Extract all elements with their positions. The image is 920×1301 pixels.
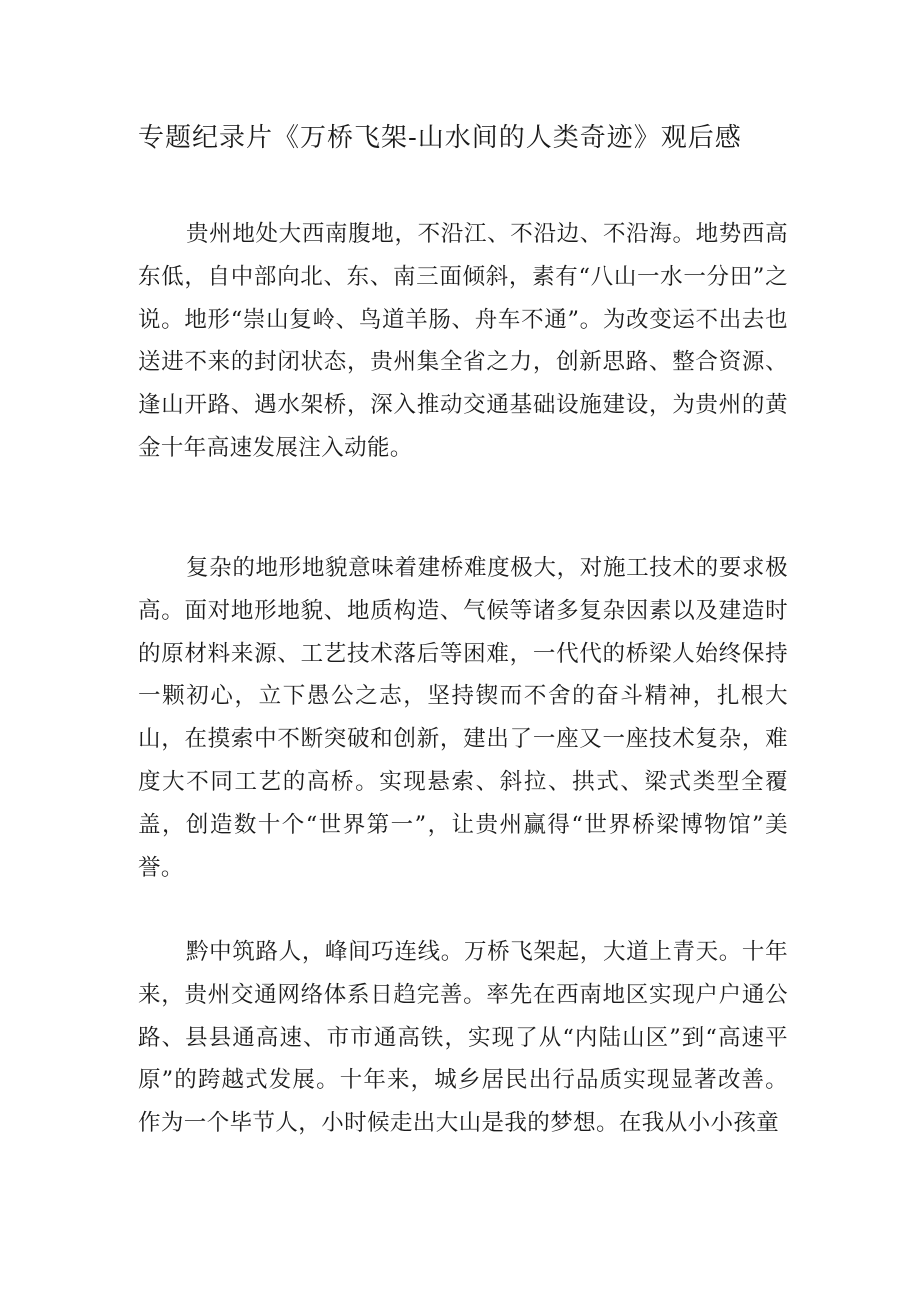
- paragraph-1: 贵州地处大西南腹地，不沿江、不沿边、不沿海。地势西高东低，自中部向北、东、南三面倾斜，素有“八山一水一分田”之说。地形“崇山复岭、鸟道羊肠、舟车不通”。为改变运不出去也送进不来的封闭状态，贵州集全省之力，创新思路、整合资源、逢山开路、遇水架桥，深入推动交通基础设施建设，为贵州的黄金十年高速发展注入动能。: [138, 221, 788, 461]
- paragraph-3: 黔中筑路人，峰间巧连线。万桥飞架起，大道上青天。十年来，贵州交通网络体系日趋完善。率先在西南地区实现户户通公路、县县通高速、市市通高铁，实现了从“内陆山区”到“高速平原”的跨越式发展。十年来，城乡居民出行品质实现显著改善。作为一个毕节人，小时候走出大山是我的梦想。在我从小小孩童: [138, 939, 788, 1137]
- document-title: 专题纪录片《万桥飞架-山水间的人类奇迹》观后感: [138, 123, 742, 153]
- paragraph-2: 复杂的地形地貌意味着建桥难度极大，对施工技术的要求极高。面对地形地貌、地质构造、气候等诸多复杂因素以及建造时的原材料来源、工艺技术落后等困难，一代代的桥梁人始终保持一颗初心，立下愚公之志，坚持锲而不舍的奋斗精神，扎根大山，在摸索中不断突破和创新，建出了一座又一座技术复杂，难度大不同工艺的高桥。实现悬索、斜拉、拱式、梁式类型全覆盖，创造数十个“世界第一”，让贵州赢得“世界桥梁博物馆”美誉。: [138, 555, 788, 881]
